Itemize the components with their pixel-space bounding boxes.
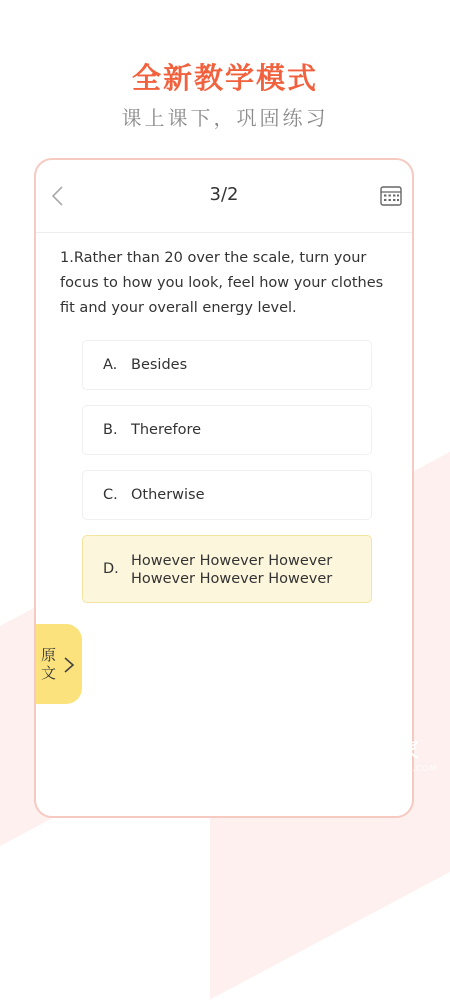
- option-letter: B.: [103, 422, 118, 438]
- original-text-tab[interactable]: [36, 624, 82, 704]
- question-text: 1.Rather than 20 over the scale, turn your focus to how you look, feel how your clothes fit and your overall energy level.: [60, 250, 384, 316]
- watermark-subtext: YING JIAN ZHI JIA.COM: [328, 764, 438, 773]
- grid-icon: [380, 186, 402, 206]
- option-text: Otherwise: [131, 487, 205, 503]
- answer-sheet-button[interactable]: [380, 186, 402, 206]
- option-letter: C.: [103, 487, 118, 503]
- watermark-logo: [280, 728, 324, 776]
- original-text-label: 原文: [41, 646, 57, 682]
- quiz-header: [36, 160, 412, 233]
- watermark-text: 硬件之家: [328, 739, 421, 764]
- option-a[interactable]: [82, 340, 372, 390]
- chevron-right-icon: [63, 656, 75, 674]
- option-letter: D.: [103, 561, 119, 577]
- question-counter: 3/2: [209, 184, 239, 205]
- quiz-card: [34, 158, 414, 818]
- option-c[interactable]: [82, 470, 372, 520]
- option-d[interactable]: [82, 535, 372, 603]
- hero-subtitle: 课上课下，巩固练习: [121, 106, 329, 130]
- option-text: Besides: [131, 357, 188, 373]
- option-b[interactable]: [82, 405, 372, 455]
- option-text: However However However However However However: [131, 553, 333, 587]
- hero-title: 全新教学模式: [131, 61, 318, 95]
- option-text: Therefore: [131, 422, 202, 438]
- watermark: [280, 724, 440, 784]
- option-letter: A.: [103, 357, 118, 373]
